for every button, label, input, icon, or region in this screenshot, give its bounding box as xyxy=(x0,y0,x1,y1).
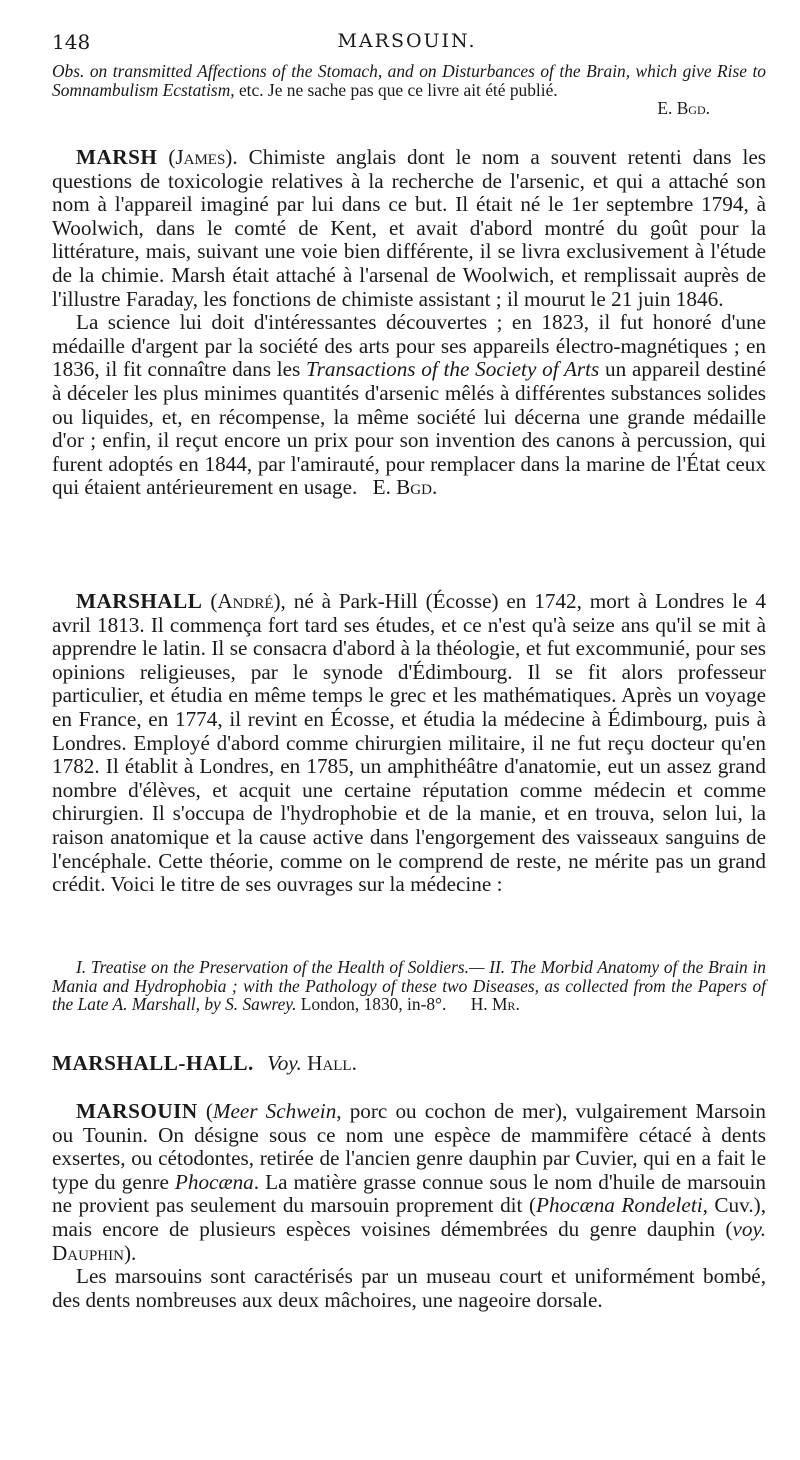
running-title: MARSOUIN. xyxy=(337,30,477,52)
marsouin-text-c: . La matière grasse connue sous le nom d'huile de marsouin ne provient pas seulement du marsouin proprement dit ( xyxy=(52,1169,767,1218)
page-number: 148 xyxy=(52,30,91,54)
marsh-paragraph-2a: La science lui doit d'intéressantes découvertes ; en 1823, il fut honoré d'une médaille d'argent par la société des arts pour ses appareils électro-magnétiques ; en 1836, il fit connaître dans les xyxy=(52,310,766,382)
headword-marsh: MARSH xyxy=(76,145,158,169)
marsouin-phocaena-rondeleti: Phocæna Rondeleti xyxy=(536,1193,703,1218)
page-header xyxy=(52,30,762,54)
obs-note xyxy=(52,62,766,118)
marsouin-text-b: , porc ou cochon de mer), vulgairement Marsoin ou Tounin. On désigne sous ce nom une espèce de mammifère cétacé à dents exsertes, ou cétodontes, retirée de l'ancien genre dauphin par Cuvier, qui en a fait le type du genre xyxy=(52,1099,766,1194)
marsouin-text-a: ( xyxy=(197,1099,213,1123)
marsh-signature: E. Bgd. xyxy=(372,475,438,500)
marsh-transactions-title: Transactions of the Society of Arts xyxy=(306,357,600,382)
marsouin-paragraph-2: Les marsouins sont caractérisés par un museau court et uniformément bombé, des dents nombreuses aux deux mâchoires, une nageoire dorsale. xyxy=(52,1264,766,1312)
obs-note-signature: E. Bgd. xyxy=(657,98,710,119)
entry-marshall xyxy=(52,590,766,897)
marshall-signature: H. Mr. xyxy=(470,994,520,1015)
headword-marshall: MARSHALL xyxy=(76,589,203,613)
marsouin-phocaena: Phocæna xyxy=(174,1169,254,1194)
obs-note-title: Obs. on transmitted Affections of the Stomach, and on Disturbances of the Brain, which give Rise to Somnambulism Ecstatism, xyxy=(52,61,766,100)
forename-marshall: (André), xyxy=(210,589,286,613)
marshall-paragraph-1: né à Park-Hill (Écosse) en 1742, mort à Londres le 4 avril 1813. Il commença fort tard ses études, et ce n'est qu'à seize ans qu'il se mit à apprendre le latin. Il se consacra d'abord à la théologie, et fut excommunié, pour ses opinions religieuses, par le synode d'Édimbourg. Il se fit alors professeur particulier, et étudia en même temps le grec et les mathématiques. Après un voyage en France, en 1774, il revint en Écosse, et étudia la médecine à Édimbourg, puis à Londres. Employé d'abord comme chirurgien militaire, il ne fut reçu docteur qu'en 1782. Il établit à Londres, en 1785, un amphithéâtre d'anatomie, eut un assez grand nombre d'élèves, et acquit une certaine réputation comme médecin et comme chirurgien. Il s'occupa de l'hydrophobie et de la manie, et en trouva, selon lui, la raison anatomique et la cause active dans l'engorgement des vaisseaux sanguins de l'encéphale. Cette théorie, comme on le comprend de reste, ne mérite pas un grand crédit. Voici le titre de ses ouvrages sur la médecine : xyxy=(52,589,767,897)
marshall-bibliography xyxy=(52,958,766,1014)
headword-marshall-hall: MARSHALL-HALL. xyxy=(52,1051,254,1075)
cross-reference-hall: Hall. xyxy=(307,1051,357,1075)
marsouin-text-e: Dauphin). xyxy=(52,1240,137,1265)
marshall-works: I. Treatise on the Preservation of the Health of Soldiers.— II. The Morbid Anatomy of the Brain in Mania and Hydrophobia ; with the Pathology of these two Diseases, as collected from the Papers of the Late A. Marshall, by S. Sawrey. xyxy=(52,957,766,1015)
entry-marshall-hall xyxy=(52,1052,766,1076)
marsouin-voy: voy. xyxy=(732,1216,766,1241)
marsouin-text-d: , Cuv.), mais encore de plusieurs espèces voisines démembrées du genre dauphin ( xyxy=(52,1193,767,1241)
marsouin-meer-schwein: Meer Schwein xyxy=(212,1099,337,1123)
entry-marsh xyxy=(52,146,766,500)
voy-label: Voy. xyxy=(267,1051,302,1075)
marsh-paragraph-2b: un appareil destiné à déceler les plus minimes quantités d'arsenic mêlés à différentes substances solides ou liquides, et, en récompense, la même société lui décerna une grande médaille d'or ; enfin, il reçut encore un prix pour son invention des canons à percussion, qui furent adoptés en 1844, par l'amirauté, pour remplacer dans la marine de l'État ceux qui étaient antérieurement en usage. xyxy=(52,357,766,500)
entry-marsouin xyxy=(52,1100,766,1312)
forename-marsh: (James). xyxy=(168,145,238,169)
headword-marsouin: MARSOUIN xyxy=(76,1099,198,1123)
marshall-imprint: London, 1830, in-8°. xyxy=(296,994,447,1015)
marsh-paragraph-1: Chimiste anglais dont le nom a souvent retenti dans les questions de toxicologie relatives à la recherche de l'arsenic, et qui a attaché son nom à l'appareil imaginé par lui dans ce but. Il était né le 1er septembre 1794, à Woolwich, dans le comté de Kent, et avait d'abord montré du goût pour la littérature, mais, suivant une voie bien différente, il se livra exclusivement à l'étude de la chimie. Marsh était attaché à l'arsenal de Woolwich, et remplissait auprès de l'illustre Faraday, les fonctions de chimiste assistant ; il mourut le 21 juin 1846. xyxy=(52,145,766,311)
obs-note-remark: etc. Je ne sache pas que ce livre ait été publié. xyxy=(234,79,558,100)
